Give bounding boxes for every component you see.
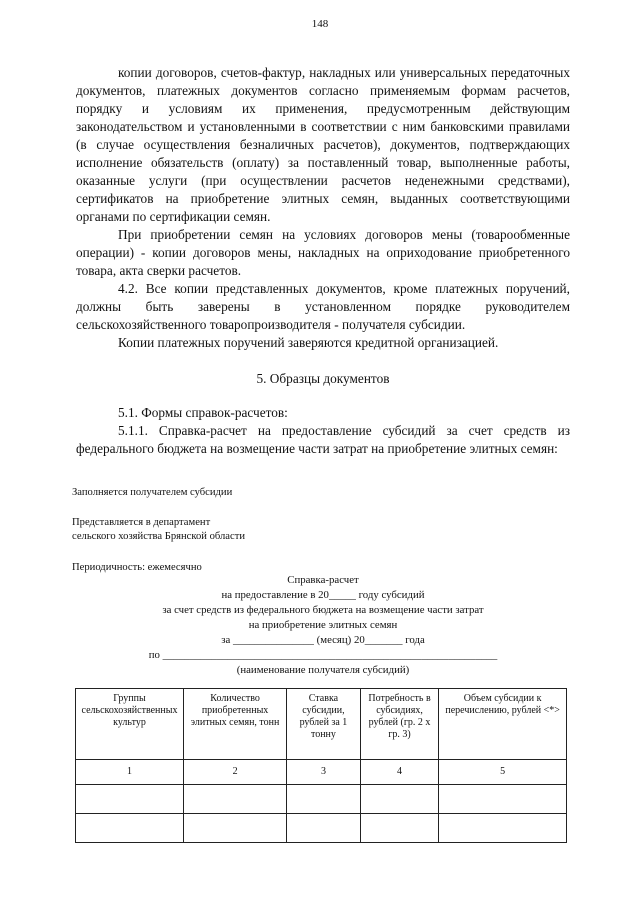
table-header-cell: Количество приобретенных элитных семян, тонн xyxy=(184,689,287,760)
form-period-line: за _______________ (месяц) 20_______ года xyxy=(221,634,425,646)
column-number-cell: 2 xyxy=(184,760,287,785)
table-cell xyxy=(360,785,439,814)
body-text xyxy=(76,64,570,352)
table-row xyxy=(76,785,567,814)
form-recipient-line: по ______________________________________________________________ xyxy=(148,649,498,661)
table-cell xyxy=(287,785,361,814)
form-title-line2: на предоставление в 20_____ году субсидий xyxy=(221,589,425,601)
submitted-to-line1: Представляется в департамент xyxy=(72,517,211,528)
column-number-cell: 5 xyxy=(439,760,567,785)
table-cell xyxy=(287,814,361,843)
paragraph-payment-orders: Копии платежных поручений заверяются кредитной организацией. xyxy=(118,335,499,350)
form-title-line4: на приобретение элитных семян xyxy=(248,619,398,631)
paragraph-4-2: 4.2. Все копии представленных документов, кроме платежных поручений, должны быть заверены в установленном порядке руководителем сельскохозяйственного товаропроизводителя - получателя субсидии. xyxy=(76,281,570,332)
section-heading: 5. Образцы документов xyxy=(256,371,390,386)
subsection-5-1: 5.1. Формы справок-расчетов: xyxy=(118,405,288,420)
form-title-block xyxy=(76,573,570,678)
periodicity-note: Периодичность: ежемесячно xyxy=(72,562,202,573)
page-number: 148 xyxy=(311,18,329,30)
column-number-cell: 3 xyxy=(287,760,361,785)
column-number-cell: 4 xyxy=(360,760,439,785)
table-cell xyxy=(439,814,567,843)
calculation-table xyxy=(75,688,567,843)
table-cell xyxy=(184,785,287,814)
table-header-cell: Ставка субсидии, рублей за 1 тонну xyxy=(287,689,361,760)
form-title: Справка-расчет xyxy=(287,574,359,586)
table-cell xyxy=(76,814,184,843)
submitted-to-line2: сельского хозяйства Брянской области xyxy=(72,531,246,542)
table-header-cell: Потребность в субсидиях, рублей (гр. 2 х гр. 3) xyxy=(360,689,439,760)
table-row xyxy=(76,814,567,843)
paragraph-barter: При приобретении семян на условиях договоров мены (товарообменные операции) - копии договоров мены, накладных на оприходование приобретенного товара, акта сверки расчетов. xyxy=(76,227,570,278)
table-header-row xyxy=(76,689,567,760)
table-cell xyxy=(439,785,567,814)
subsection-block xyxy=(76,404,570,458)
table-cell xyxy=(360,814,439,843)
table-cell xyxy=(76,785,184,814)
subsection-5-1-1: 5.1.1. Справка-расчет на предоставление субсидий за счет средств из федерального бюджета на возмещение части затрат на приобретение элитных семян: xyxy=(76,423,570,456)
filled-by-note: Заполняется получателем субсидии xyxy=(72,487,233,498)
table-cell xyxy=(184,814,287,843)
form-title-line3: за счет средств из федерального бюджета на возмещение части затрат xyxy=(162,604,484,616)
table-header-cell: Объем субсидии к перечислению, рублей <*> xyxy=(439,689,567,760)
table-column-number-row xyxy=(76,760,567,785)
form-recipient-caption: (наименование получателя субсидий) xyxy=(236,664,410,676)
table-header-cell: Группы сельскохозяйственных культур xyxy=(76,689,184,760)
column-number-cell: 1 xyxy=(76,760,184,785)
paragraph-copies-list: копии договоров, счетов-фактур, накладных или универсальных передаточных документов, платежных документов согласно применяемым формам расчетов, порядку и условиям их применения, предусмотренным действующим законодательством и установленными в соответствии с ним банковскими правилами (в случае осуществления безналичных расчетов), документов, подтверждающих исполнение обязательств (оплату) за поставленный товар, выполненные работы, оказанные услуги (при осуществлении расчетов неденежными средствами), сертификатов на приобретение элитных семян, выданных соответствующими органами по сертификации семян. xyxy=(76,65,570,224)
